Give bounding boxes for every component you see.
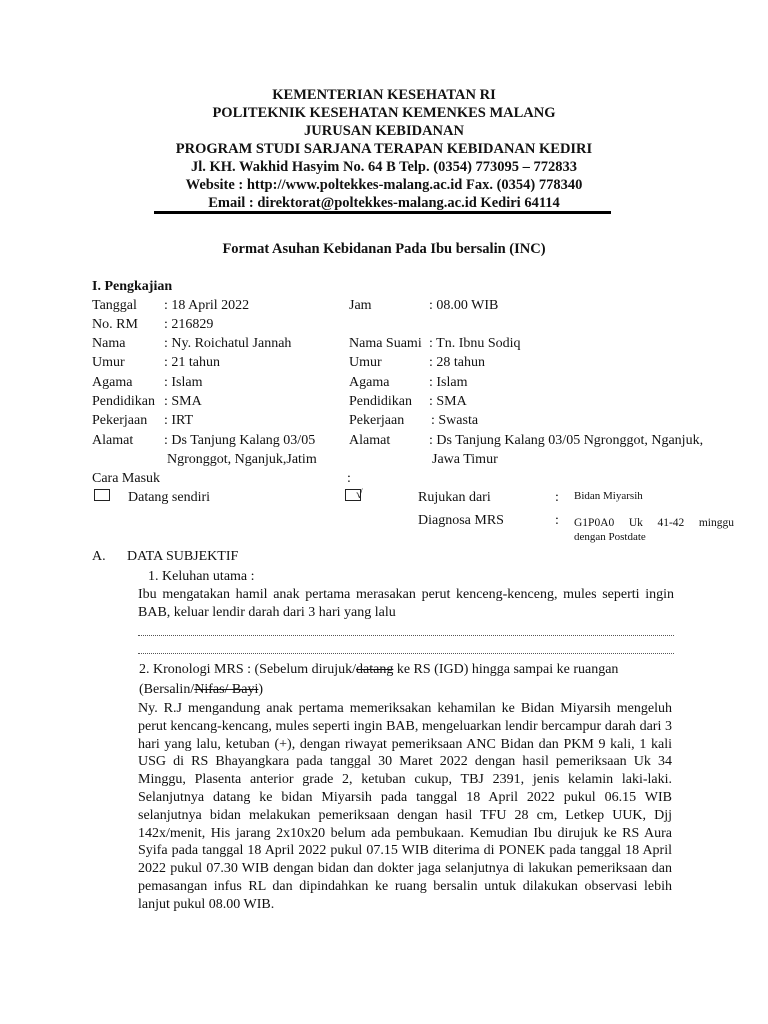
label-agama: Agama bbox=[92, 375, 133, 390]
value-umur: : 21 tahun bbox=[164, 355, 220, 370]
check-mark-icon: √ bbox=[356, 487, 363, 501]
label-nama-suami: Nama Suami bbox=[349, 336, 422, 351]
value-agama-suami: : Islam bbox=[429, 375, 468, 390]
value-alamat: : Ds Tanjung Kalang 03/05 bbox=[164, 433, 316, 448]
header-divider bbox=[154, 211, 611, 214]
label-umur-suami: Umur bbox=[349, 355, 382, 370]
label-pendidikan-suami: Pendidikan bbox=[349, 394, 412, 409]
value-diagnosa-mrs: G1P0A0 Uk 41-42 minggu bbox=[574, 517, 734, 529]
diagnosa-colon: : bbox=[555, 513, 559, 528]
value-nama: : Ny. Roichatul Jannah bbox=[164, 336, 292, 351]
value-pendidikan: : SMA bbox=[164, 394, 202, 409]
label-pekerjaan: Pekerjaan bbox=[92, 413, 148, 428]
header-institution: POLITEKNIK KESEHATAN KEMENKES MALANG bbox=[212, 105, 556, 121]
rujukan-colon: : bbox=[555, 490, 559, 505]
value-diagnosa-mrs-line2: dengan Postdate bbox=[574, 531, 646, 543]
label-diagnosa-mrs: Diagnosa MRS bbox=[418, 513, 504, 528]
text-kronologi-mrs: Ny. R.J mengandung anak pertama memeriksakan kehamilan ke Bidan Miyarsih mengeluh perut kencang-kencang, mules seperti ingin BAB, mengeluarkan lendir bercampur darah dari 3 hari yang lalu, ketuban (+), dengan riwayat pemeriksaan ANC Bidan dan PKM 9 kali, 1 kali USG di RS Bhayangkara pada tanggal 30 Maret 2022 dengan hasil pemeriksaan Uk 34 Minggu, Plasenta anterior grade 2, ketuban cukup, TBJ 2391, jenis kelamin laki-laki. Selanjutnya datang ke bidan Miyarsih pada tanggal 18 April 2022 pukul 06.15 WIB selanjutnya bidan melakukan pemeriksaan dengan hasil TFU 28 cm, Letkep UUK, Djj 142x/menit, His jarang 2x10x20 belum ada pembukaan. Kemudian Ibu dirujuk ke RS Aura Syifa pada tanggal 18 April 2022 pukul 07.15 WIB diterima di PONEK pada tanggal 18 April 2022 pukul 07.30 WIB dengan bidan dan dokter jaga selanjutnya di lakukan pemeriksaan dan pemasangan infus RL dan dipindahkan ke ruang bersalin untuk dilakukan observasi lebih lanjut pukul 08.00 WIB. bbox=[138, 701, 672, 912]
header-email: Email : direktorat@poltekkes-malang.ac.id Kediri 64114 bbox=[208, 195, 560, 211]
label-jam: Jam bbox=[349, 298, 372, 313]
value-pendidikan-suami: : SMA bbox=[429, 394, 467, 409]
header-address: Jl. KH. Wakhid Hasyim No. 64 B Telp. (0354) 773095 – 772833 bbox=[190, 159, 578, 175]
label-rujukan-dari: Rujukan dari bbox=[418, 490, 491, 505]
label-nama: Nama bbox=[92, 336, 126, 351]
dotted-line bbox=[138, 652, 674, 654]
value-pekerjaan-suami: : Swasta bbox=[431, 413, 479, 428]
label-datang-sendiri: Datang sendiri bbox=[128, 490, 211, 505]
label-alamat-suami: Alamat bbox=[349, 433, 391, 448]
value-jam: : 08.00 WIB bbox=[429, 298, 499, 313]
value-umur-suami: : 28 tahun bbox=[429, 355, 485, 370]
header-department: JURUSAN KEBIDANAN bbox=[304, 123, 464, 139]
section-heading-data-subjektif: DATA SUBJEKTIF bbox=[127, 549, 239, 564]
section-heading-pengkajian: I. Pengkajian bbox=[92, 279, 173, 294]
header-program: PROGRAM STUDI SARJANA TERAPAN KEBIDANAN KEDIRI bbox=[175, 141, 593, 157]
checkbox-datang-sendiri[interactable] bbox=[94, 489, 110, 501]
text-keluhan-utama: Ibu mengatakan hamil anak pertama merasakan perut kenceng-kenceng, mules seperti ingin BAB, keluar lendir darah dari 3 hari yang lalu bbox=[138, 587, 674, 620]
label-agama-suami: Agama bbox=[349, 375, 390, 390]
cara-masuk-colon: : bbox=[347, 471, 351, 486]
label-keluhan-utama: 1. Keluhan utama : bbox=[148, 569, 255, 584]
section-number-a: A. bbox=[92, 549, 106, 564]
form-title: Format Asuhan Kebidanan Pada Ibu bersalin (INC) bbox=[222, 241, 546, 257]
label-cara-masuk: Cara Masuk bbox=[92, 471, 161, 486]
header-ministry: KEMENTERIAN KESEHATAN RI bbox=[272, 87, 496, 103]
dotted-line bbox=[138, 634, 674, 636]
value-rujukan-dari: Bidan Miyarsih bbox=[574, 490, 643, 502]
label-tanggal: Tanggal bbox=[92, 298, 137, 313]
label-alamat: Alamat bbox=[92, 433, 134, 448]
label-kronologi-mrs: 2. Kronologi MRS : (Sebelum dirujuk/datang ke RS (IGD) hingga sampai ke ruangan bbox=[139, 662, 619, 677]
value-alamat-suami: : Ds Tanjung Kalang 03/05 Ngronggot, Nganjuk, bbox=[429, 433, 704, 448]
label-pendidikan: Pendidikan bbox=[92, 394, 155, 409]
value-tanggal: : 18 April 2022 bbox=[164, 298, 250, 313]
value-pekerjaan: : IRT bbox=[164, 413, 194, 428]
value-no-rm: : 216829 bbox=[164, 317, 214, 332]
label-pekerjaan-suami: Pekerjaan bbox=[349, 413, 405, 428]
value-nama-suami: : Tn. Ibnu Sodiq bbox=[429, 336, 521, 351]
label-no-rm: No. RM bbox=[92, 317, 138, 332]
header-website: Website : http://www.poltekkes-malang.ac.id Fax. (0354) 778340 bbox=[185, 177, 583, 193]
label-kronologi-mrs-line2: (Bersalin/Nifas/ Bayi) bbox=[139, 682, 264, 697]
label-umur: Umur bbox=[92, 355, 125, 370]
value-alamat-line2: Ngronggot, Nganjuk,Jatim bbox=[167, 452, 317, 467]
value-alamat-suami-line2: Jawa Timur bbox=[432, 452, 498, 467]
value-agama: : Islam bbox=[164, 375, 203, 390]
